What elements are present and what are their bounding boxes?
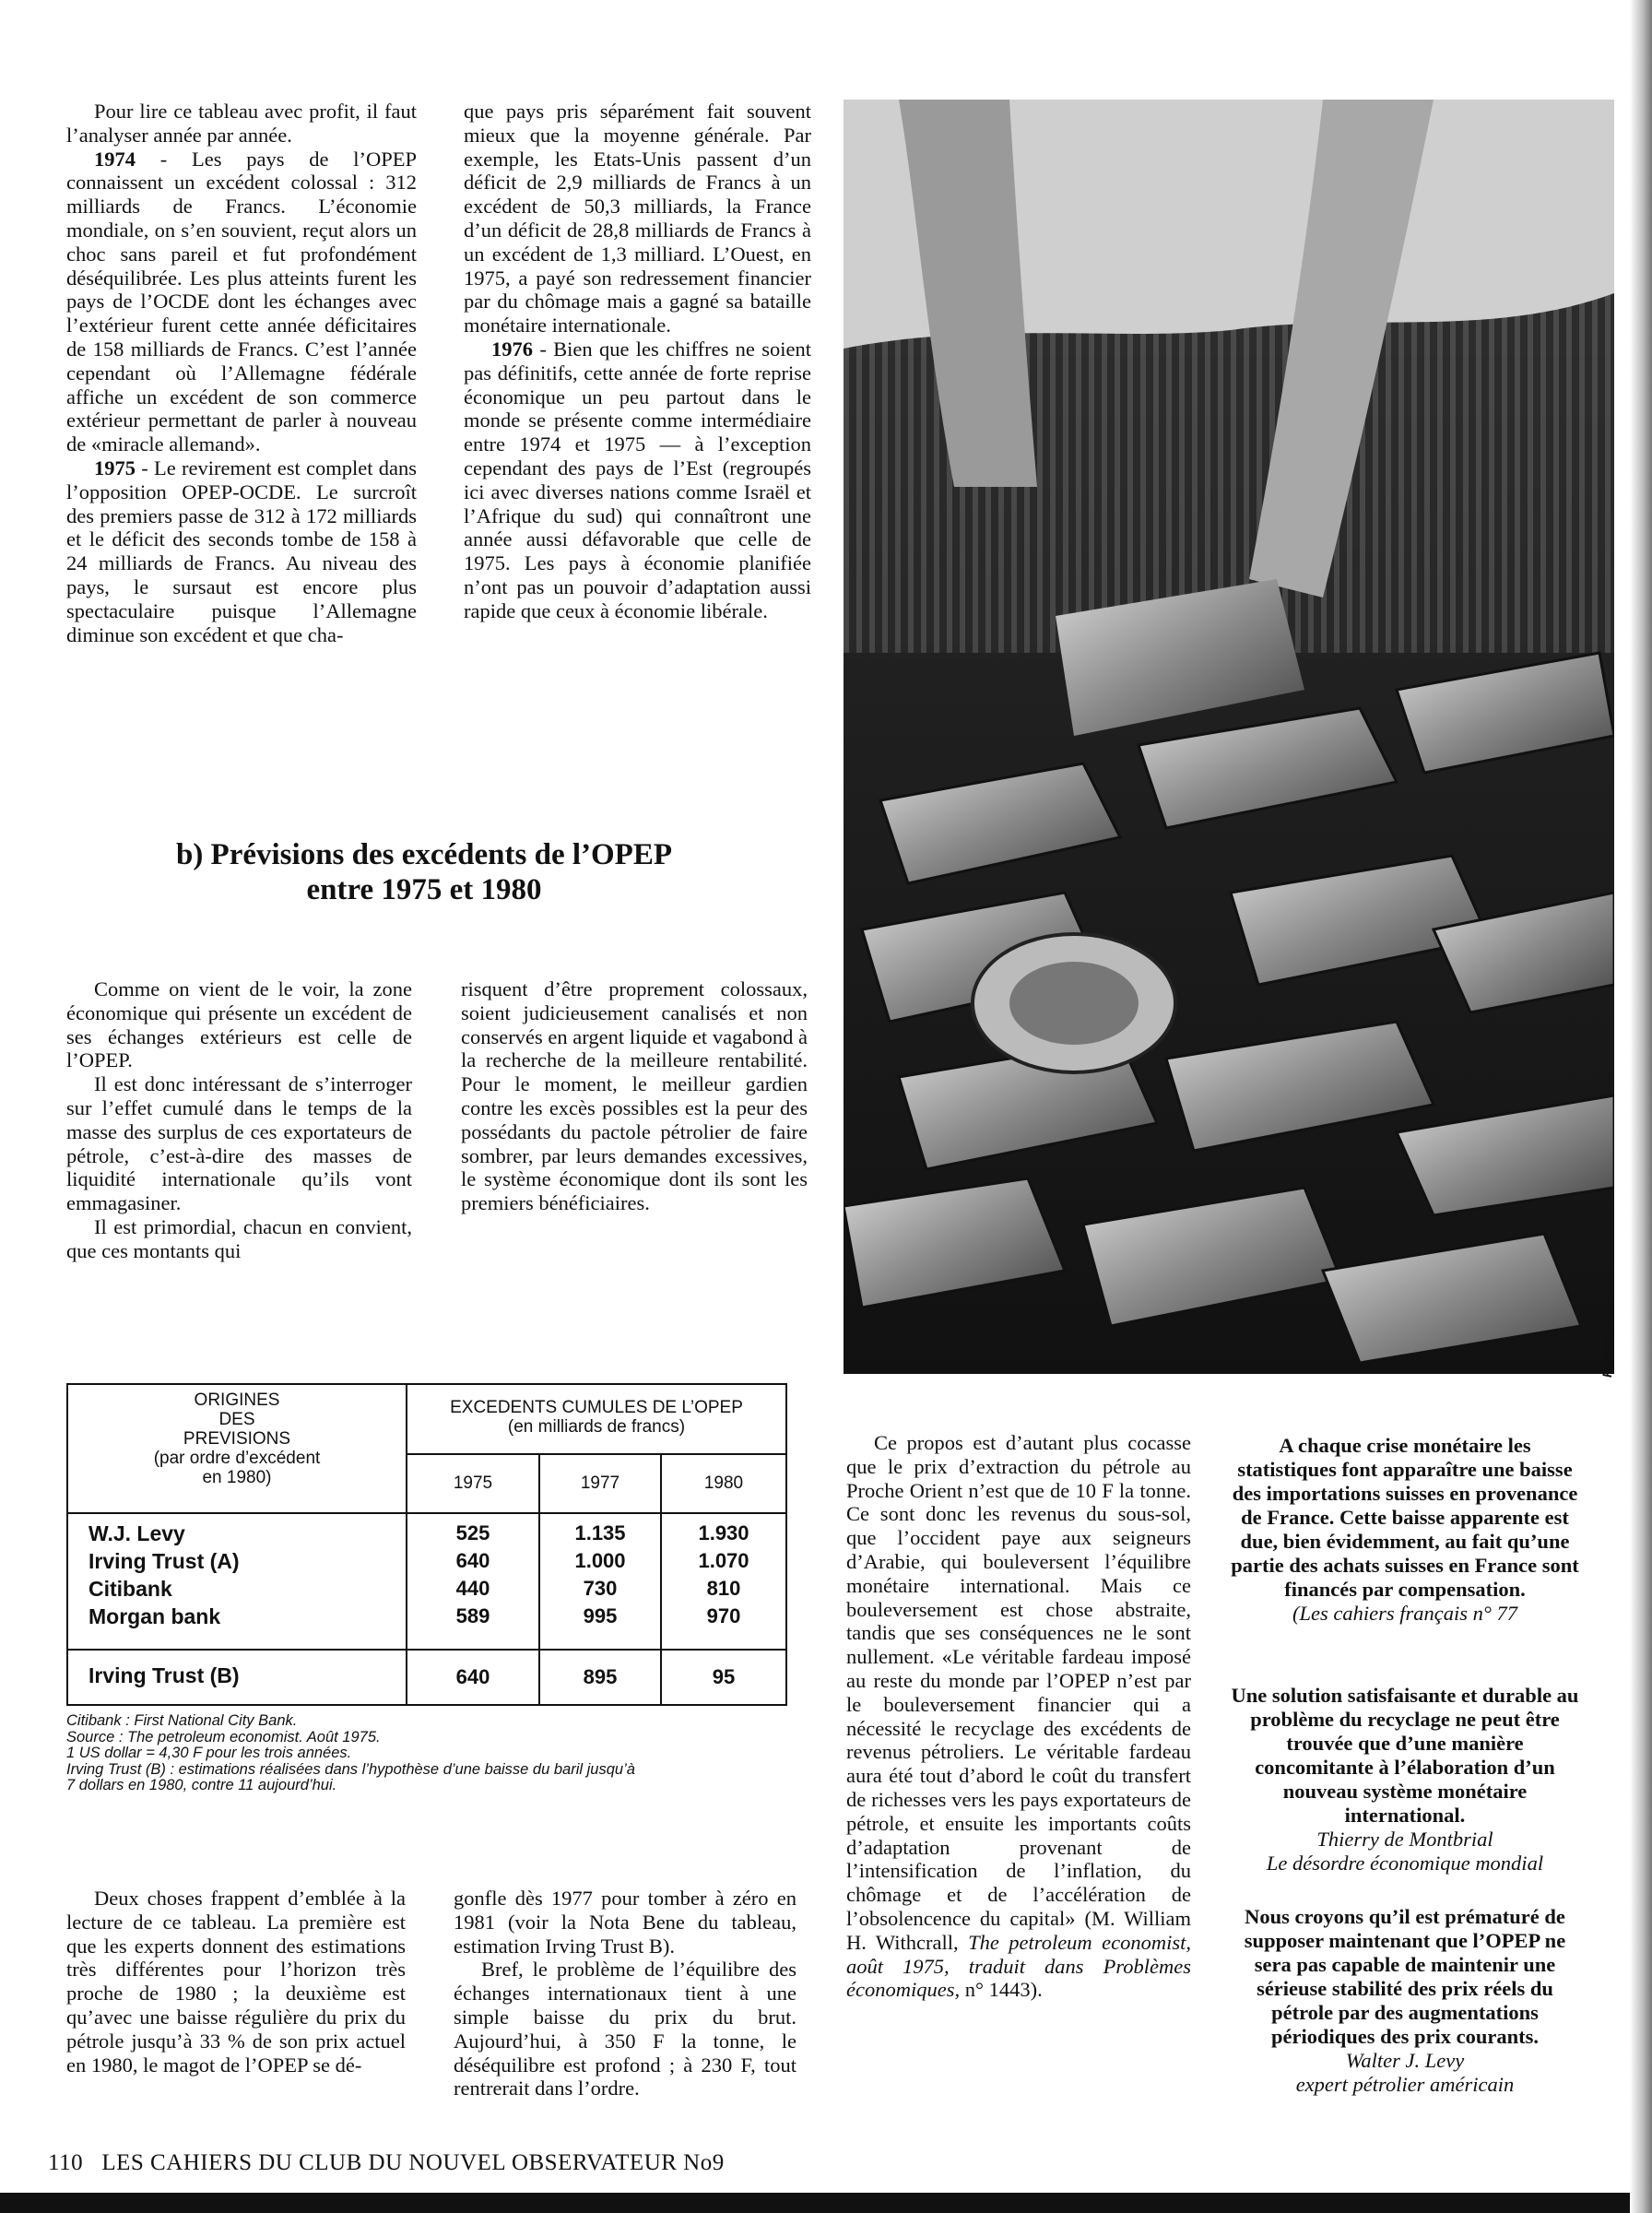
table-row-names <box>88 1520 240 1630</box>
table-header-year: 1977 <box>580 1473 620 1493</box>
paragraph: Comme on vient de le voir, la zone économique qui présente un excédent de ses échanges extérieurs est celle de l’OPEP. <box>66 977 412 1072</box>
photo-credit: Rapho/Gigli <box>1599 1305 1614 1378</box>
paragraph: Deux choses frappent d’emblée à la lecture de ce tableau. La première est que les experts donnent des estimations très différentes pour l’horizon très proche de 1980 ; la deuxième est qu’avec une baisse régulière du prix du pétrole jusqu’à 33 % de son prix actuel en 1980, le magot de l’OPEP se dé- <box>66 1887 406 2077</box>
table-row: W.J. Levy <box>88 1521 185 1545</box>
paragraph: que pays pris séparément fait souvent mieux que la moyenne générale. Par exemple, les Etats-Unis passent d’un déficit de 2,9 milliards de Francs à un excédent de 50,3 milliards, la France d’un déficit de 28,8 milliards de Francs à un excédent de 1,3 milliard. L’Ouest, en 1975, a payé son redressement financier par du chômage mais a gagné sa bataille monétaire internationale. <box>464 100 811 337</box>
paragraph: 1974 - Les pays de l’OPEP connaissent un excédent colossal : 312 milliards de Francs. L’économie mondiale, on s’en souvient, reçut alors un choc sans pareil et fut profondément déséquilibrée. Les plus atteints furent les pays de l’OCDE dont les échanges avec l’extérieur furent cette année déficitaires de 158 milliards de Francs. C’est l’année cependant où l’Allemagne fédérale affiche un excédent de son commerce extérieur permettant de parler à nouveau de «miracle allemand». <box>66 147 417 456</box>
scan-right-edge <box>1630 0 1652 2213</box>
middle-column-2 <box>461 977 808 1215</box>
publication-title: LES CAHIERS DU CLUB DU NOUVEL OBSERVATEUR No9 <box>101 2150 725 2175</box>
table-header-year: 1975 <box>453 1473 493 1493</box>
section-title: b) Prévisions des excédents de l’OPEP entre 1975 et 1980 <box>175 838 673 906</box>
paragraph: gonfle dès 1977 pour tomber à zéro en 1981 (voir la Nota Bene du tableau, estimation Irving Trust B). <box>454 1887 796 1958</box>
quote-swiss-imports: A chaque crise monétaire les statistiques font apparaître une baisse des importations suisses en provenance de France. Cette baisse apparente est due, bien évidemment, au fait qu’une partie des achats suisses en France sont financés par compensation. (Les cahiers français n° 77 <box>1228 1434 1582 1626</box>
quote-author: Walter J. Levy <box>1345 2049 1465 2072</box>
paragraph: 1976 - Bien que les chiffres ne soient pas définitifs, cette année de forte reprise économique un peu partout dans le monde se présente comme intermédiaire entre 1974 et 1975 — à l’exception cependant des pays de l’Est (regroupés ici avec diverses nations comme Israël et l’Afrique du sud) qui connaîtront une année aussi défavorable que celle de 1975. Les pays à économie planifiée n’ont pas un pouvoir d’adaptation aussi rapide que ceux à économie libérale. <box>464 337 811 622</box>
table-cell: 895 <box>583 1665 618 1688</box>
paragraph: Il est primordial, chacun en convient, que ces montants qui <box>66 1214 412 1262</box>
photo-illustration <box>844 100 1614 1374</box>
table-header-year: 1980 <box>703 1473 744 1493</box>
table-col-1975: 525 640 440 589 <box>455 1521 490 1627</box>
middle-column-1 <box>66 977 412 1263</box>
table-notes: Citibank : First National City Bank. Source : The petroleum economist. Août 1975. 1 US dollar = 4,30 F pour les trois années. Irving Trust (B) : estimations réalisées dans l’hypothèse d’une baisse du baril jusqu’à 7 dollars en 1980, contre 11 aujourd’hui. <box>66 1712 635 1793</box>
table-row: Morgan bank <box>88 1604 221 1628</box>
quote-source: (Les cahiers français n° 77 <box>1292 1602 1517 1625</box>
paragraph: 1975 - Le revirement est complet dans l’opposition OPEP-OCDE. Le surcroît des premiers passe de 312 à 172 milliards et le déficit des seconds tombe de 158 à 24 milliards de Francs. Au niveau des pays, le sursaut est encore plus spectaculaire puisque l’Allemagne diminue son excédent et que cha- <box>66 456 417 646</box>
paragraph: Ce propos est d’autant plus cocasse que le prix d’extraction du pétrole au Proche Orient n’est que de 10 F la tonne. Ce sont donc les revenus du sous-sol, que l’occident paye aux seigneurs d’Arabie, qui bouleversent l’équilibre monétaire international. Mais ce bouleversement est chose abstraite, tandis que ses conséquences ne le sont nullement. «Le véritable fardeau imposé au reste du monde par l’OPEP n’est par le bouleversement financier qui a nécessité le recyclage des excédents de revenus pétroliers. Le véritable fardeau aura été tout d’abord le coût du transfert de richesses vers les pays exportateurs de pétrole, et ensuite les importants coûts d’adaptation provenant de l’intensification de l’inflation, du chômage et de l’accélération de l’obsolencence du capital» (M. William H. Withcrall, The petroleum economist, août 1975, traduit dans Problèmes économiques, n° 1443). <box>846 1431 1191 2002</box>
paragraph: risquent d’être proprement colossaux, soient judicieusement canalisés et non conservés en argent liquide et vagabond à la recherche de la meilleure rentabilité. Pour le moment, le meilleur gardien contre les excès possibles est la peur des possédants du pactole pétrolier de faire sombrer, par leurs demandes excessives, le système économique dont ils sont les premiers bénéficiaires. <box>461 977 808 1215</box>
bottom-column-2 <box>454 1887 796 2101</box>
bottom-column-3 <box>846 1431 1191 2002</box>
quote-montbrial: Une solution satisfaisante et durable au problème du recyclage ne peut être trouvée que d’une manière concomitante à l’élaboration d’un nouveau système monétaire international. Thierry de Montbrial Le désordre économique mondial <box>1228 1684 1582 1876</box>
intro-column-1 <box>66 100 417 646</box>
intro-column-2 <box>464 100 811 623</box>
paragraph: Il est donc intéressant de s’interroger sur l’effet cumulé dans le temps de la masse des surplus de ces exportateurs de pétrole, c’est-à-dire des masses de liquidité internationale qu’ils vont emmagasiner. <box>66 1072 412 1215</box>
table-col-1977: 1.135 1.000 730 995 <box>574 1521 626 1627</box>
quote-author: Thierry de Montbrial <box>1316 1828 1493 1851</box>
paragraph: Bref, le problème de l’équilibre des échanges internationaux tient à une simple baisse du prix du brut. Aujourd’hui, à 350 F la tonne, le déséquilibre est profond ; à 230 F, tout rentrerait dans l’ordre. <box>454 1958 796 2101</box>
page-number: 110 <box>48 2150 84 2175</box>
table-header-excedents: EXCEDENTS CUMULES DE L’OPEP (en milliards de francs) <box>450 1398 743 1437</box>
table-row: Irving Trust (B) <box>88 1663 240 1687</box>
photo-gold-bars <box>844 100 1614 1374</box>
paragraph: Pour lire ce tableau avec profit, il faut l’analyser année par année. <box>66 100 417 147</box>
table-header-origins: ORIGINES DES PREVISIONS (par ordre d’excédent en 1980) <box>153 1391 321 1487</box>
quote-source: Le désordre économique mondial <box>1266 1852 1544 1875</box>
table-col-1980: 1.930 1.070 810 970 <box>698 1521 749 1627</box>
table-row: Citibank <box>88 1577 172 1601</box>
scan-bottom-edge <box>0 2193 1652 2213</box>
table-cell: 95 <box>712 1665 736 1688</box>
forecast-table <box>66 1383 787 1706</box>
quote-levy: Nous croyons qu’il est prématuré de supposer maintenant que l’OPEP ne sera pas capable de maintenir une sérieuse stabilité des prix réels du pétrole par des augmentations périodiques des prix courants. Walter J. Levy expert pétrolier américain <box>1228 1905 1582 2097</box>
page-footer <box>48 2150 725 2176</box>
table-cell: 640 <box>455 1665 490 1688</box>
bottom-column-1 <box>66 1887 406 2077</box>
table-row: Irving Trust (A) <box>88 1549 240 1573</box>
quote-source: expert pétrolier américain <box>1295 2073 1515 2096</box>
